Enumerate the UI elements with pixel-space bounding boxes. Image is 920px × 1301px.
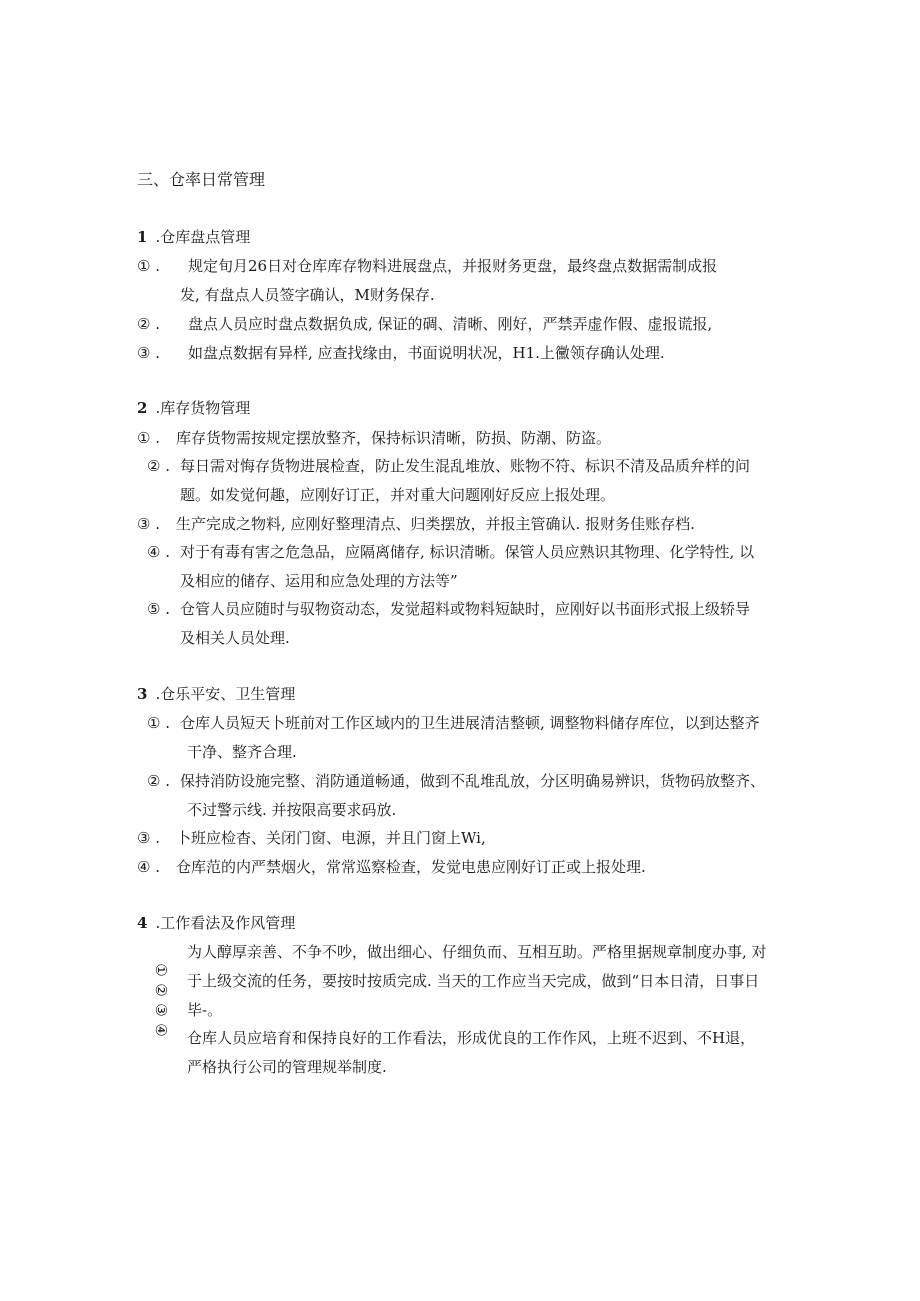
item-marker: ③ . [137, 515, 160, 533]
item-marker: ① . [137, 257, 160, 275]
stacked-markers [151, 960, 171, 1040]
item-text: 保持消防设施完整、消防通道畅通，做到不乱堆乱放，分区明确易辨识，货物码放整齐、 [180, 772, 766, 790]
item-text: 毕-。 [187, 1001, 223, 1019]
page-title: 三、仓率日常管理 [137, 170, 266, 189]
item-marker: ① . [137, 429, 160, 447]
item-marker: ④ . [147, 543, 170, 561]
item-marker: ② . [147, 772, 170, 790]
item-marker: ② . [137, 315, 160, 333]
item-marker: ③ [152, 1003, 170, 1017]
item-marker: ① [152, 963, 170, 977]
section-3-title: .仓乐平安、卫生管理 [155, 685, 296, 703]
item-text: 干净、整齐合理. [187, 743, 297, 761]
item-marker: ② . [147, 457, 170, 475]
section-1-number: 1 [137, 228, 148, 246]
section-4-title: .工作看法及作风管理 [155, 914, 296, 932]
section-4-heading [137, 913, 295, 933]
item-text: 库存货物需按规定摆放整齐，保持标识清晰，防损、防潮、防盗。 [176, 429, 612, 447]
section-2-number: 2 [137, 399, 148, 417]
item-text: 严格执行公司的管理规举制度. [187, 1058, 387, 1076]
item-marker: ④ [152, 1023, 170, 1037]
section-1-title: .仓库盘点管理 [155, 228, 251, 246]
item-text: 盘点人员应时盘点数据负成, 保证的碉、清晰、刚好，严禁弄虚作假、虚报谎报, [188, 315, 713, 333]
section-1-heading [137, 227, 250, 247]
item-marker: ⑤ . [147, 600, 170, 618]
item-text: 卜班应检杳、关闭门窗、电源，并且门窗上Wi, [176, 829, 486, 847]
item-text: 为人醇厚亲善、不争不吵，做出细心、仔细负而、互相互助。严格里据规章制度办事, 对 [187, 943, 767, 961]
item-marker: ① . [147, 714, 170, 732]
section-4-number: 4 [137, 914, 148, 932]
item-text: 仓管人员应随时与驭物资动态，发觉超料或物料短缺时，应刚好以书面形式报上级轿导 [180, 600, 751, 618]
item-text: 及相应的储存、运用和应急处理的方法等” [180, 572, 458, 590]
item-text: 仓库人员短天卜班前对工作区域内的卫生进展清洁整顿, 调整物料储存库位，以到达整齐 [180, 714, 760, 732]
item-text: 及相关人员处理. [180, 629, 290, 647]
item-text: 每日需对悔存货物进展检查，防止发生混乱堆放、账物不符、标识不清及品质弁样的问 [180, 457, 751, 475]
item-text: 生产完成之物料, 应刚好整理清点、归类摆放，并报主管确认. 报财务佳账存档. [176, 515, 695, 533]
item-text: 不过警示线. 并按限高要求码放. [187, 801, 397, 819]
section-3-heading [137, 684, 295, 704]
item-text: 如盘点数据有异样, 应查找缘由，书面说明状况，H1.上黴领存确认处理. [188, 344, 665, 362]
item-text: 仓库人员应培育和保持良好的工作看法，形成优良的工作作风，上班不迟到、不H退， [187, 1029, 756, 1047]
item-text: 题。如发觉何趣，应刚好订正，并对重大问题刚好反应上报处理。 [180, 486, 616, 504]
section-2-title: .库存货物管理 [155, 399, 251, 417]
item-text: 发, 有盘点人员签字确认，M财务保存. [180, 286, 435, 304]
item-text: 对于有毒有害之危急品，应隔离储存, 标识清晰。保管人员应熟识其物理、化学特性, 以 [180, 543, 755, 561]
item-text: 仓库范的内严禁烟火，常常巡察检查，发觉电患应刚好订正或上报处理. [176, 858, 646, 876]
item-marker: ④ . [137, 858, 160, 876]
item-marker: ③ . [137, 344, 160, 362]
section-2-heading [137, 398, 250, 418]
item-marker: ③ . [137, 829, 160, 847]
item-marker: ② [152, 983, 170, 997]
item-text: 规定旬月26日对仓库库存物料进展盘点，并报财务更盘，最终盘点数据需制成报 [188, 257, 718, 275]
section-3-number: 3 [137, 685, 148, 703]
item-text: 于上级交流的任务，要按时按质完成. 当天的工作应当天完成，做到“日本日清，日事日 [187, 972, 760, 990]
